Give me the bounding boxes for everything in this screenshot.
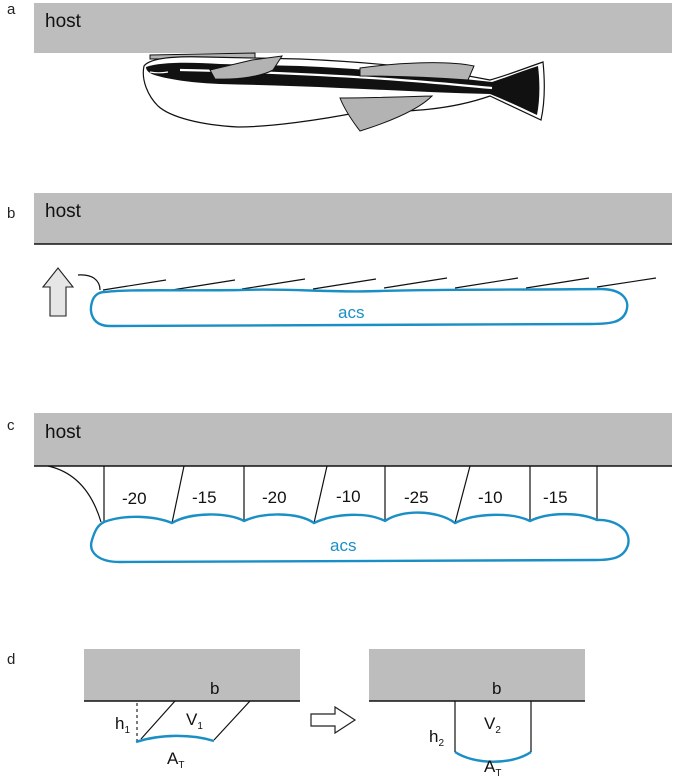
- panel-c-lip: [48, 466, 101, 522]
- panel-c-host-block: [34, 413, 672, 466]
- panel-c-acs-label: acs: [330, 536, 357, 555]
- pressure-label: -25: [404, 488, 429, 507]
- pressure-label: -20: [122, 489, 147, 508]
- pressure-label: -10: [478, 488, 503, 507]
- panel-d-left-b-label: b: [210, 679, 220, 698]
- remora-fish-illustration: [143, 53, 544, 131]
- panel-a: [7, 1, 672, 131]
- panel-d-right-v-label: $V_2$: [484, 714, 501, 736]
- panel-d-right-host-block: [369, 649, 585, 701]
- anal-fin: [340, 96, 432, 131]
- panel-c-acs-chamber: [91, 513, 628, 562]
- lamella: [597, 278, 656, 287]
- panel-d-left-v-label: $V_1$: [186, 710, 203, 732]
- pressure-label: -10: [336, 487, 361, 506]
- panel-c: [7, 413, 672, 562]
- lamella: [172, 280, 235, 290]
- panel-b: [7, 193, 672, 326]
- lamella: [384, 278, 447, 288]
- pressure-label: -15: [543, 488, 568, 507]
- panel-d-right-h-label: $h_2$: [429, 727, 445, 749]
- panel-d-left-a-label: $A_T$: [167, 749, 185, 771]
- lamella: [103, 280, 166, 290]
- panel-a-host-block: [34, 3, 672, 53]
- panel-d: [7, 649, 585, 776]
- panel-c-host-label: host: [45, 422, 81, 443]
- panel-d-left-acs-surface: [136, 736, 214, 742]
- panel-d-left-h-label: $h_1$: [115, 714, 131, 736]
- lamella: [455, 278, 518, 288]
- panel-d-left: [84, 649, 300, 771]
- lamella: [314, 466, 327, 523]
- panel-b-lip: [78, 275, 100, 290]
- panel-a-letter: a: [7, 1, 16, 18]
- transition-arrow-icon: [311, 707, 355, 733]
- pressure-label: -15: [192, 488, 217, 507]
- panel-d-right-a-label: $A_T$: [484, 757, 502, 776]
- lift-arrow-icon: [43, 268, 73, 316]
- panel-d-left-wall-left: [141, 701, 175, 739]
- lamella: [313, 279, 376, 289]
- panel-d-right-b-label: b: [492, 679, 502, 698]
- lamella: [242, 279, 305, 289]
- panel-b-host-label: host: [45, 201, 81, 222]
- lamella: [172, 466, 184, 523]
- lamella: [526, 278, 589, 288]
- panel-c-letter: c: [7, 417, 15, 434]
- panel-d-left-wall-right: [214, 701, 250, 740]
- pressure-label: -20: [262, 488, 287, 507]
- lamella: [455, 466, 470, 523]
- panel-c-pressure-labels: [122, 487, 568, 508]
- panel-d-left-host-block: [84, 649, 300, 701]
- panel-b-host-block: [34, 193, 672, 244]
- panel-a-host-label: host: [45, 11, 81, 32]
- panel-d-letter: d: [7, 651, 16, 668]
- panel-b-acs-label: acs: [338, 303, 365, 322]
- panel-b-letter: b: [7, 205, 16, 222]
- panel-d-right: [369, 649, 585, 776]
